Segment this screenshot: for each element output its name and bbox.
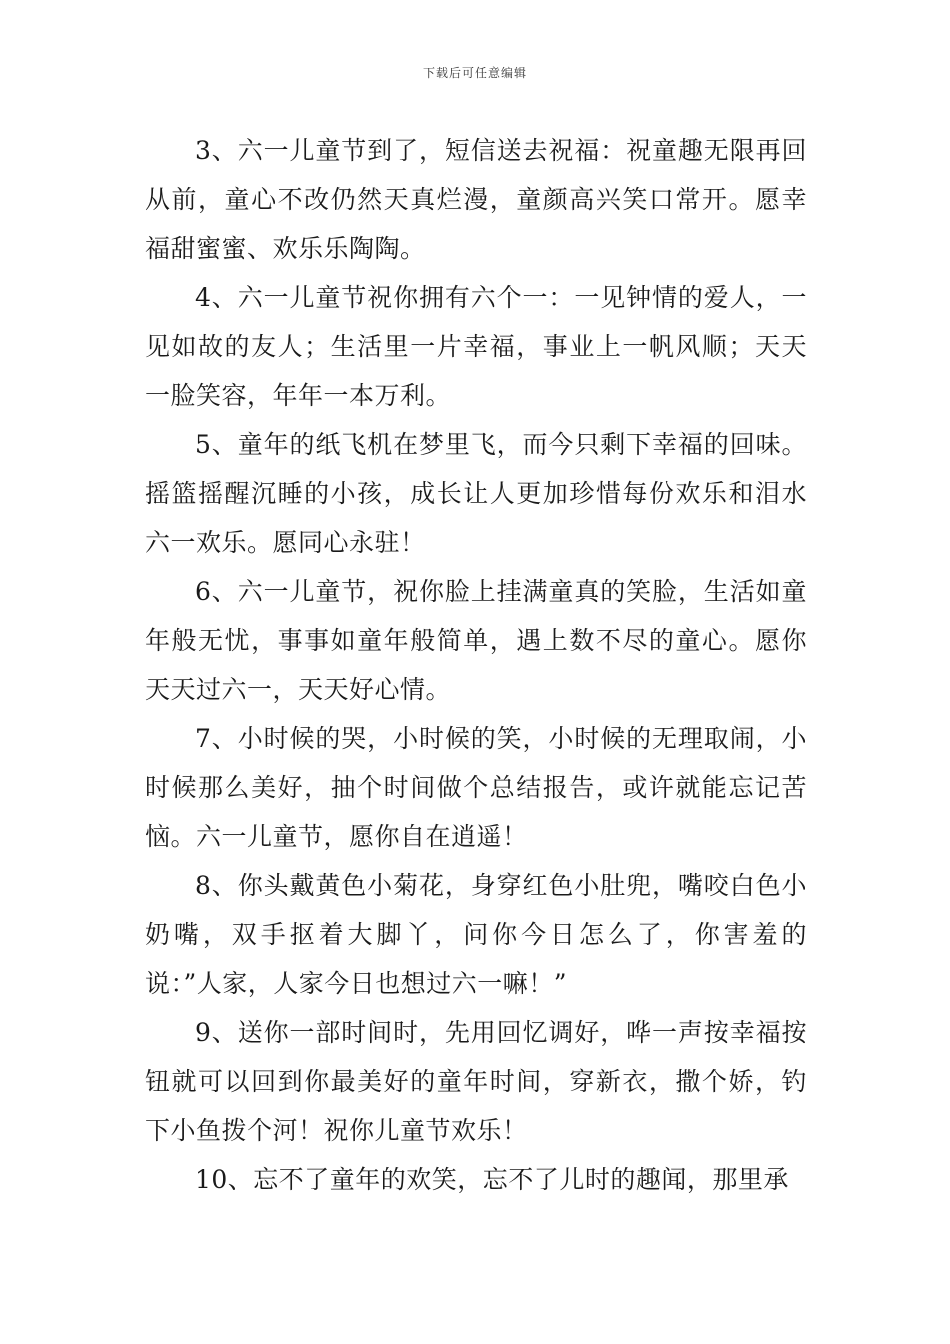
document-body [145, 126, 807, 1204]
paragraph-4: 4、六一儿童节祝你拥有六个一：一见钟情的爱人，一见如故的友人；生活里一片幸福，事业上一帆风顺；天天一脸笑容，年年一本万利。 [145, 283, 807, 410]
paragraph-10: 10、忘不了童年的欢笑，忘不了儿时的趣闻，那里承 [195, 1165, 789, 1194]
paragraph-7: 7、小时候的哭，小时候的笑，小时候的无理取闹，小时候那么美好，抽个时间做个总结报告，或许就能忘记苦恼。六一儿童节，愿你自在逍遥！ [145, 724, 807, 851]
paragraph-5: 5、童年的纸飞机在梦里飞，而今只剩下幸福的回味。摇篮摇醒沉睡的小孩，成长让人更加珍惜每份欢乐和泪水六一欢乐。愿同心永驻！ [145, 430, 807, 557]
paragraph-9: 9、送你一部时间时，先用回忆调好，哗一声按幸福按钮就可以回到你最美好的童年时间，穿新衣，撒个娇，钓下小鱼拨个河！祝你儿童节欢乐！ [145, 1018, 807, 1145]
paragraph-8: 8、你头戴黄色小菊花，身穿红色小肚兜，嘴咬白色小奶嘴，双手抠着大脚丫，问你今日怎么了，你害羞的说：”人家，人家今日也想过六一嘛！” [145, 871, 807, 998]
header-note: 下载后可任意编辑 [422, 66, 527, 80]
paragraph-3: 3、六一儿童节到了，短信送去祝福：祝童趣无限再回从前，童心不改仍然天真烂漫，童颜高兴笑口常开。愿幸福甜蜜蜜、欢乐乐陶陶。 [145, 136, 807, 263]
paragraph-6: 6、六一儿童节，祝你脸上挂满童真的笑脸，生活如童年般无忧，事事如童年般简单，遇上数不尽的童心。愿你天天过六一，天天好心情。 [145, 577, 807, 704]
